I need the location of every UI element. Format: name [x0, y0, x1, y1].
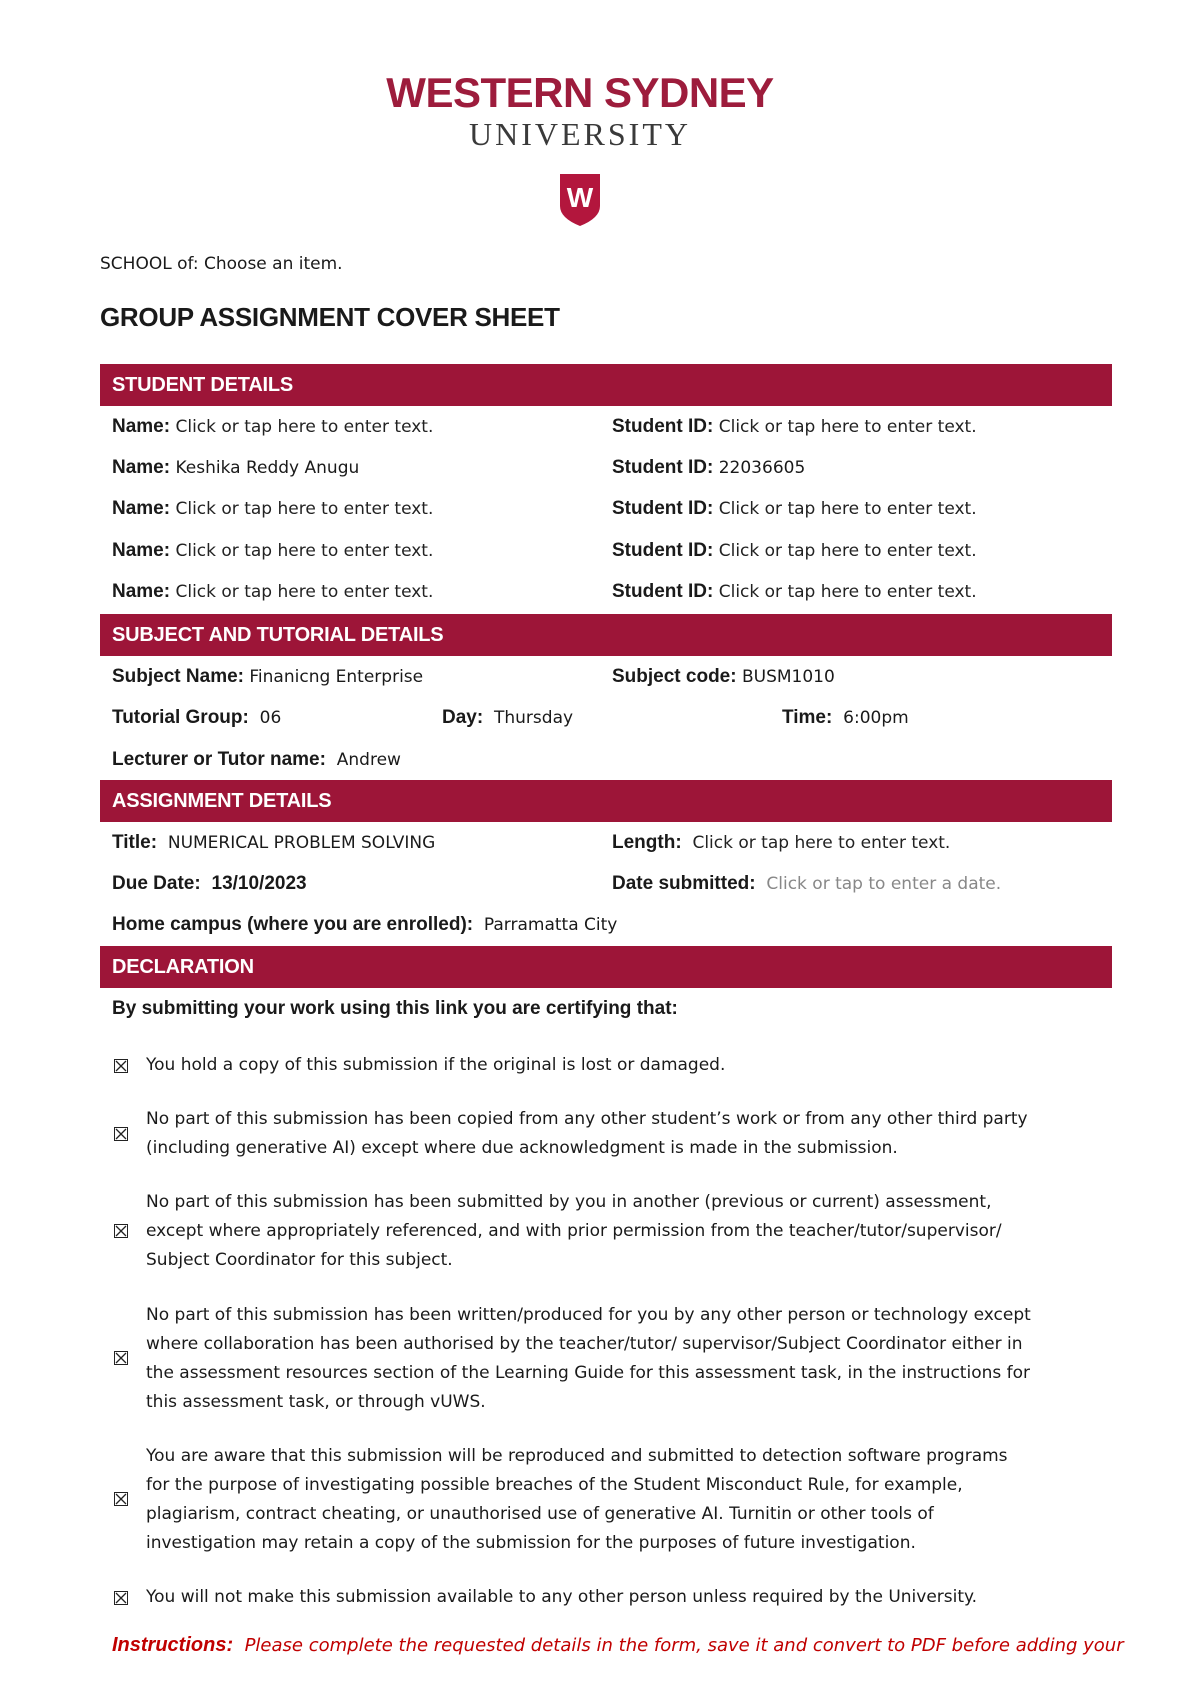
student-id-field[interactable]: 22036605	[718, 458, 806, 478]
due-date-field[interactable]: 13/10/2023	[211, 873, 307, 894]
student-name-field[interactable]: Click or tap here to enter text.	[175, 541, 434, 561]
school-field[interactable]	[100, 254, 343, 274]
tutor-field[interactable]: Andrew	[336, 750, 401, 770]
student-id-label: Student ID:	[612, 581, 714, 602]
declaration-line: where collaboration has been authorised by the teacher/tutor/ supervisor/Subject Coordinator either in	[146, 1334, 1023, 1354]
student-id-label: Student ID:	[612, 540, 714, 561]
student-id-field[interactable]: Click or tap here to enter text.	[718, 582, 977, 602]
checkbox-checked-icon[interactable]	[114, 1059, 128, 1073]
student-details-header: STUDENT DETAILS	[100, 364, 1112, 406]
subject-name-label: Subject Name:	[112, 666, 244, 687]
logo-line-1: WESTERN SYDNEY	[386, 69, 774, 116]
declaration-line: (including generative AI) except where due acknowledgment is made in the submission.	[146, 1138, 898, 1158]
instructions-label: Instructions:	[112, 1634, 234, 1656]
student-name-field[interactable]: Keshika Reddy Anugu	[175, 458, 360, 478]
dates-row	[0, 869, 1200, 899]
declaration-line: You are aware that this submission will be reproduced and submitted to detection software programs	[146, 1446, 1008, 1466]
declaration-line: investigation may retain a copy of the submission for the purposes of future investigation.	[146, 1533, 916, 1553]
title-field[interactable]: NUMERICAL PROBLEM SOLVING	[167, 833, 436, 853]
day-field[interactable]: Thursday	[494, 708, 574, 728]
student-id-field[interactable]: Click or tap here to enter text.	[718, 417, 977, 437]
student-row	[0, 577, 1200, 607]
declaration-intro: By submitting your work using this link you are certifying that:	[112, 998, 678, 1019]
student-name-field[interactable]: Click or tap here to enter text.	[175, 499, 434, 519]
crest-icon	[558, 172, 602, 232]
student-name-field[interactable]: Click or tap here to enter text.	[175, 417, 434, 437]
date-submitted-label: Date submitted:	[612, 873, 756, 894]
declaration-line: plagiarism, contract cheating, or unauthorised use of generative AI. Turnitin or other tools of	[146, 1504, 934, 1524]
declaration-line: except where appropriately referenced, and with prior permission from the teacher/tutor/supervisor/	[146, 1221, 1002, 1241]
student-id-field[interactable]: Click or tap here to enter text.	[718, 499, 977, 519]
checkbox-checked-icon[interactable]	[114, 1351, 128, 1365]
tutorial-row	[0, 703, 1200, 733]
declaration-line: No part of this submission has been submitted by you in another (previous or current) assessment,	[146, 1192, 992, 1212]
student-id-field[interactable]: Click or tap here to enter text.	[718, 541, 977, 561]
instructions	[112, 1634, 1124, 1657]
student-row	[0, 536, 1200, 566]
name-label: Name:	[112, 416, 171, 437]
student-row	[0, 453, 1200, 483]
declaration-header: DECLARATION	[100, 946, 1112, 988]
checkbox-checked-icon[interactable]	[114, 1591, 128, 1605]
assignment-row	[0, 828, 1200, 858]
tutor-label: Lecturer or Tutor name:	[112, 749, 326, 770]
declaration-line: No part of this submission has been written/produced for you by any other person or technology except	[146, 1305, 1031, 1325]
declaration-line: this assessment task, or through vUWS.	[146, 1392, 486, 1412]
name-label: Name:	[112, 498, 171, 519]
student-id-label: Student ID:	[612, 416, 714, 437]
name-label: Name:	[112, 581, 171, 602]
student-row	[0, 412, 1200, 442]
campus-label: Home campus (where you are enrolled):	[112, 914, 474, 935]
due-date-label: Due Date:	[112, 873, 201, 894]
checkbox-checked-icon[interactable]	[114, 1127, 128, 1141]
subject-row	[0, 662, 1200, 692]
assignment-details-header: ASSIGNMENT DETAILS	[100, 780, 1112, 822]
student-row	[0, 494, 1200, 524]
campus-field[interactable]: Parramatta City	[483, 915, 618, 935]
instructions-text: Please complete the requested details in the form, save it and convert to PDF before adding your	[244, 1635, 1124, 1656]
student-id-label: Student ID:	[612, 457, 714, 478]
length-field[interactable]: Click or tap here to enter text.	[692, 833, 951, 853]
declaration-line: No part of this submission has been copied from any other student’s work or from any other third party	[146, 1109, 1028, 1129]
campus-row	[0, 910, 1200, 940]
day-label: Day:	[442, 707, 484, 728]
school-label: SCHOOL of:	[100, 254, 199, 274]
declaration-line: for the purpose of investigating possible breaches of the Student Misconduct Rule, for example,	[146, 1475, 963, 1495]
school-select[interactable]: Choose an item.	[204, 254, 343, 274]
declaration-line: the assessment resources section of the Learning Guide for this assessment task, in the instructions for	[146, 1363, 1031, 1383]
declaration-line: Subject Coordinator for this subject.	[146, 1250, 453, 1270]
subject-name-field[interactable]: Finanicng Enterprise	[249, 667, 424, 687]
subject-details-header: SUBJECT AND TUTORIAL DETAILS	[100, 614, 1112, 656]
checkbox-checked-icon[interactable]	[114, 1224, 128, 1238]
declaration-line: You hold a copy of this submission if the original is lost or damaged.	[146, 1055, 726, 1075]
tutorial-group-field[interactable]: 06	[259, 708, 282, 728]
subject-code-label: Subject code:	[612, 666, 737, 687]
student-id-label: Student ID:	[612, 498, 714, 519]
crest-letter: W	[566, 182, 594, 213]
checkbox-checked-icon[interactable]	[114, 1492, 128, 1506]
time-label: Time:	[782, 707, 833, 728]
declaration-line: You will not make this submission available to any other person unless required by the University.	[146, 1587, 978, 1607]
university-logo	[0, 69, 1160, 232]
length-label: Length:	[612, 832, 682, 853]
page-title: GROUP ASSIGNMENT COVER SHEET	[100, 302, 560, 332]
name-label: Name:	[112, 457, 171, 478]
date-submitted-picker[interactable]: Click or tap to enter a date.	[766, 874, 1002, 894]
tutor-row	[0, 745, 1200, 775]
tutorial-group-label: Tutorial Group:	[112, 707, 249, 728]
name-label: Name:	[112, 540, 171, 561]
logo-line-2: UNIVERSITY	[469, 116, 691, 152]
time-field[interactable]: 6:00pm	[843, 708, 909, 728]
subject-code-field[interactable]: BUSM1010	[741, 667, 835, 687]
student-name-field[interactable]: Click or tap here to enter text.	[175, 582, 434, 602]
title-label: Title:	[112, 832, 158, 853]
